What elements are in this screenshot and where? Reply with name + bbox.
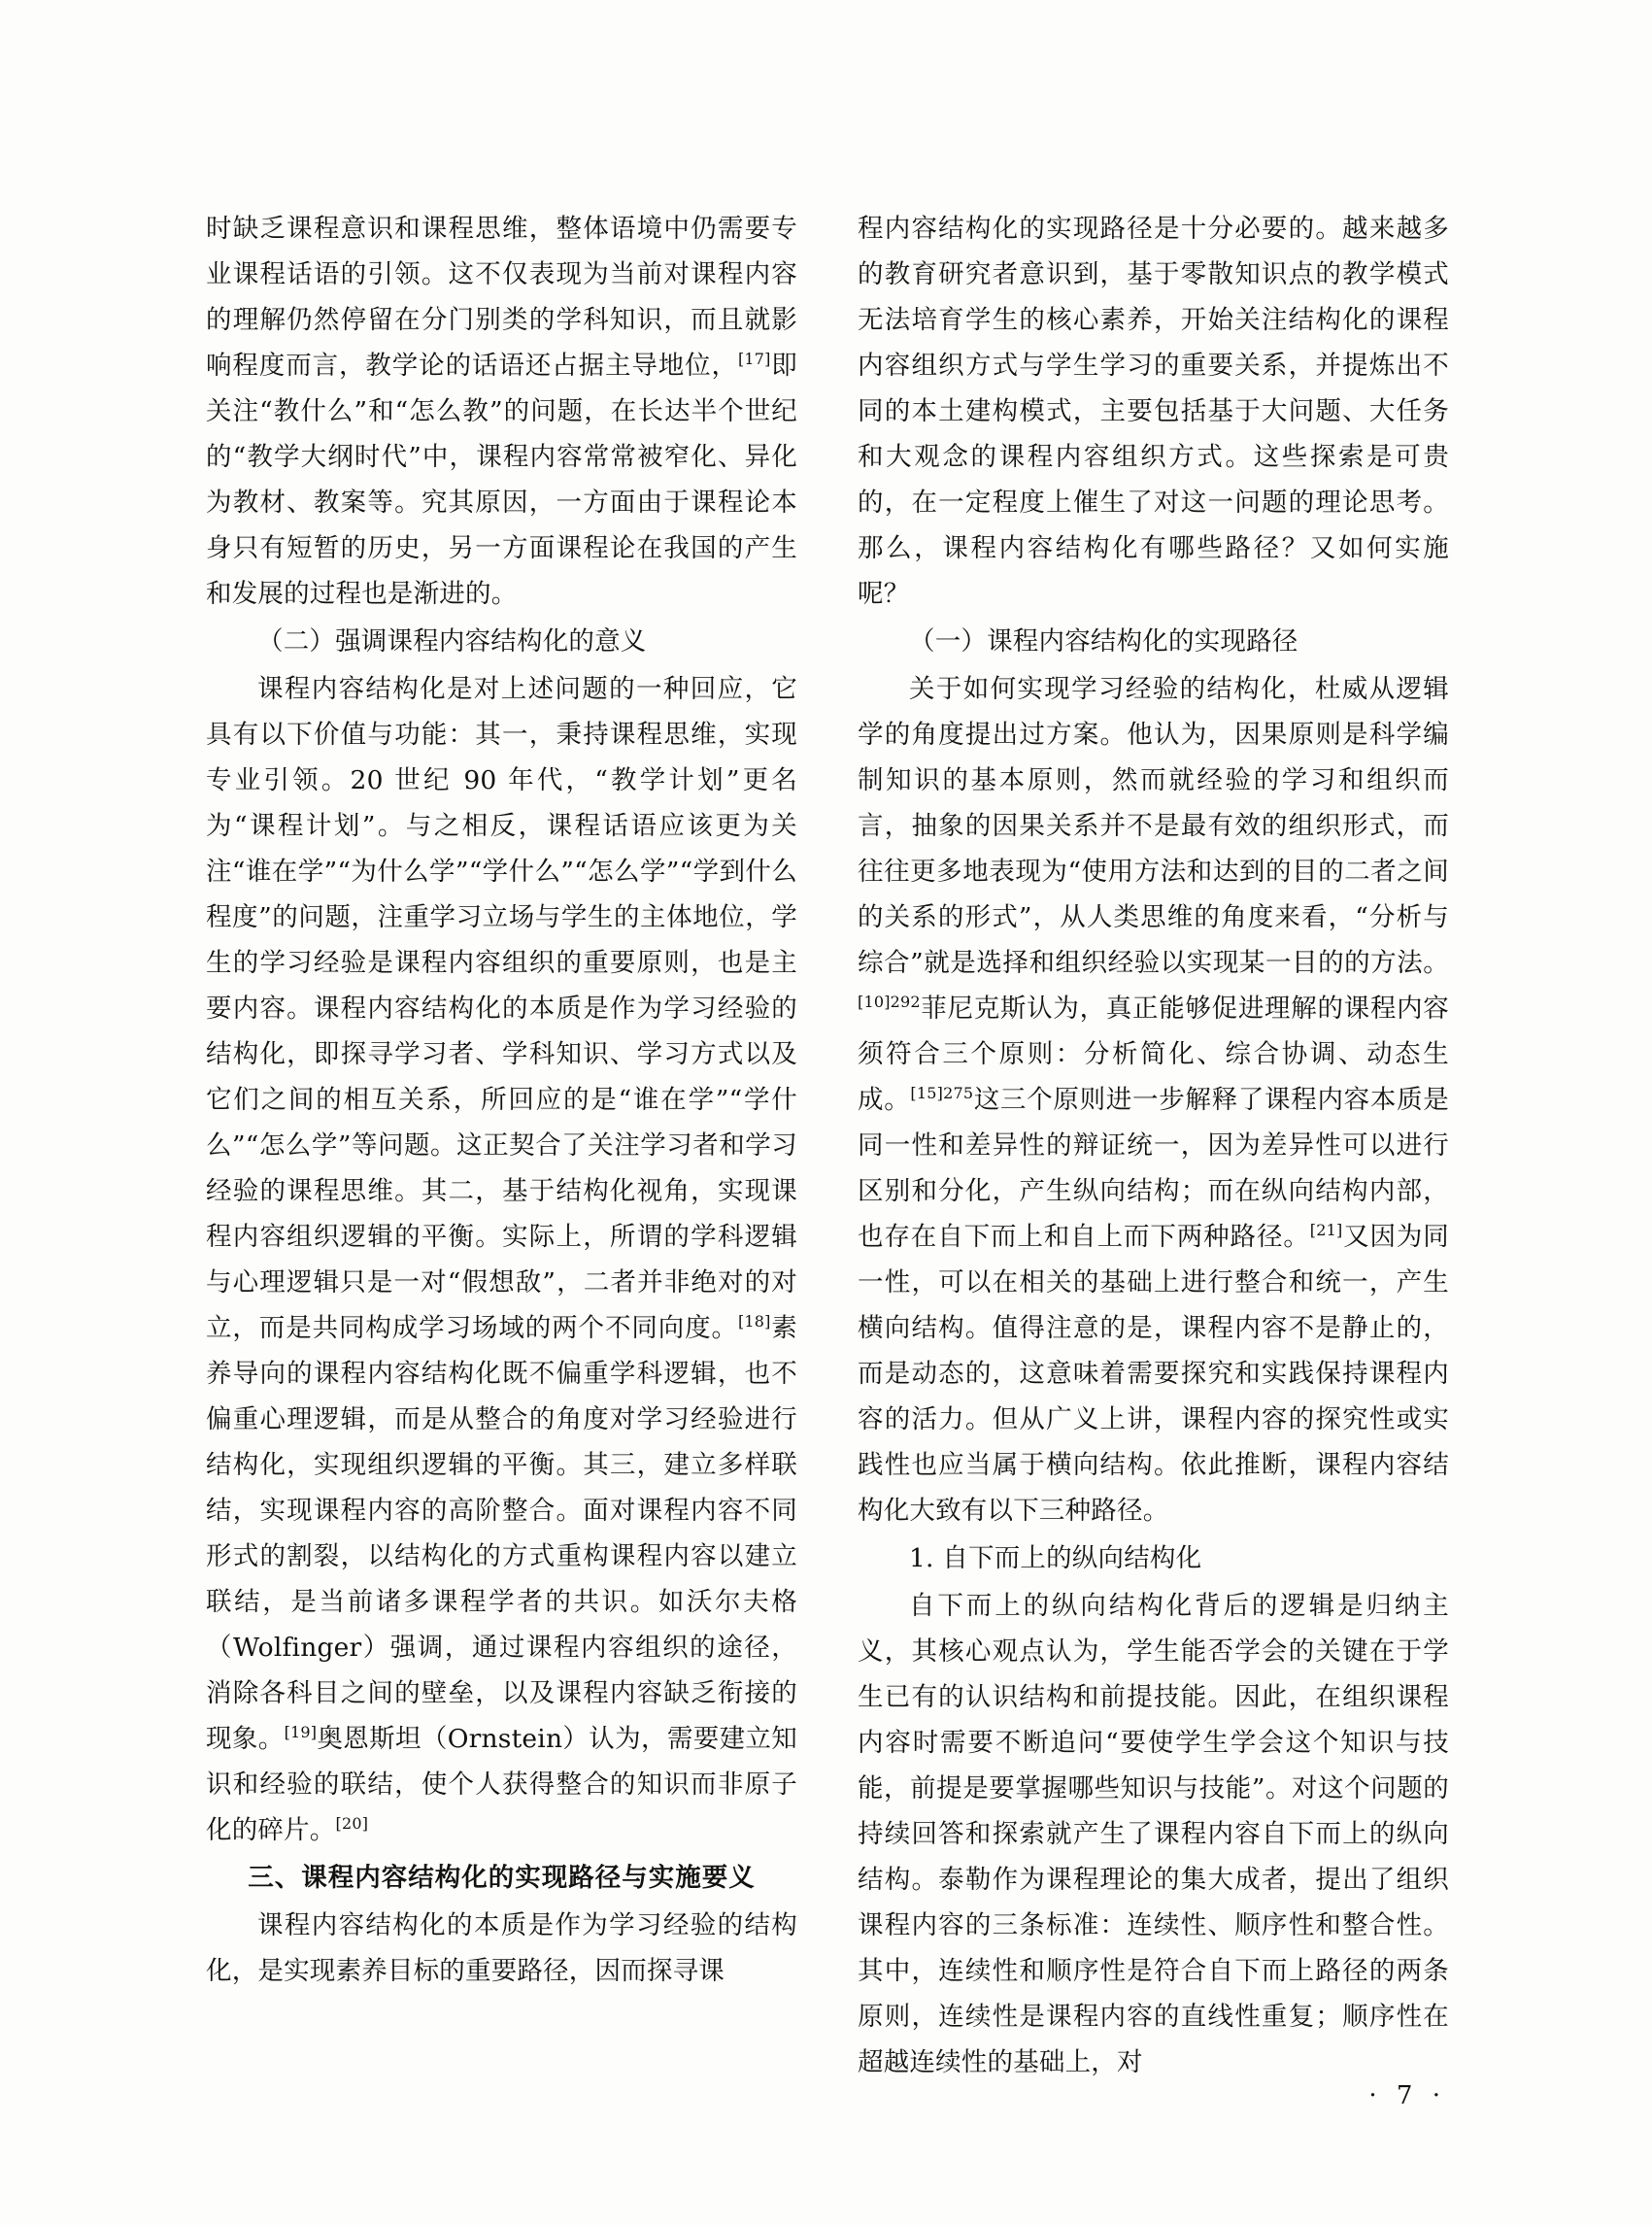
paragraph: 关于如何实现学习经验的结构化，杜威从逻辑学的角度提出过方案。他认为，因果原则是科学编制知识的基本原则，然而就经验的学习和组织而言，抽象的因果关系并不是最有效的组织形式，而往往更多地表现为“使用方法和达到的目的二者之间的关系的形式”，从人类思维的角度来看，“分析与综合”就是选择和组织经验以实现某一目的的方法。$^{[10]292}$菲尼克斯认为，真正能够促进理解的课程内容须符合三个原则：分析简化、综合协调、动态生成。$^{[15]275}$这三个原则进一步解释了课程内容本质是同一性和差异性的辩证统一，因为差异性可以进行区别和分化，产生纵向结构；而在纵向结构内部，也存在自下而上和自上而下两种路径。[21]又因为同一性，可以在相关的基础上进行整合和统一，产生横向结构。值得注意的是，课程内容不是静止的，而是动态的，这意味着需要探究和实践保持课程内容的活力。但从广义上讲，课程内容的探究性或实践性也应当属于横向结构。依此推断，课程内容结构化大致有以下三种路径。 <box>858 674 1449 1526</box>
paragraph: 时缺乏课程意识和课程思维，整体语境中仍需要专业课程话语的引领。这不仅表现为当前对课程内容的理解仍然停留在分门别类的学科知识，而且就影响程度而言，教学论的话语还占据主导地位，[17]即关注“教什么”和“怎么教”的问题，在长达半个世纪的“教学大纲时代”中，课程内容常常被窄化、异化为教材、教案等。究其原因，一方面由于课程论本身只有短暂的历史，另一方面课程论在我国的产生和发展的过程也是渐进的。 <box>206 214 798 609</box>
subsection-heading: （一）课程内容结构化的实现路径 <box>909 626 1298 657</box>
left-column <box>206 206 797 2085</box>
numbered-heading: 1. 自下而上的纵向结构化 <box>909 1543 1202 1573</box>
paragraph: 自下而上的纵向结构化背后的逻辑是归纳主义，其核心观点认为，学生能否学会的关键在于学生已有的认识结构和前提技能。因此，在组织课程内容时需要不断追问“要使学生学会这个知识与技能，前提是要掌握哪些知识与技能”。对这个问题的持续回答和探索就产生了课程内容自下而上的纵向结构。泰勒作为课程理论的集大成者，提出了组织课程内容的三条标准：连续性、顺序性和整合性。其中，连续性和顺序性是符合自下而上路径的两条原则，连续性是课程内容的直线性重复；顺序性在超越连续性的基础上，对 <box>858 1591 1449 2077</box>
two-column-body <box>206 206 1449 2085</box>
paragraph: 课程内容结构化的本质是作为学习经验的结构化，是实现素养目标的重要路径，因而探寻课 <box>206 1910 797 1986</box>
right-column <box>858 206 1449 2085</box>
paragraph: 课程内容结构化是对上述问题的一种回应，它具有以下价值与功能：其一，秉持课程思维，实现专业引领。20 世纪 90 年代，“教学计划”更名为“课程计划”。与之相反，课程话语应该更为关注“谁在学”“为什么学”“学什么”“怎么学”“学到什么程度”的问题，注重学习立场与学生的主体地位，学生的学习经验是课程内容组织的重要原则，也是主要内容。课程内容结构化的本质是作为学习经验的结构化，即探寻学习者、学科知识、学习方式以及它们之间的相互关系，所回应的是“谁在学”“学什么”“怎么学”等问题。这正契合了关注学习者和学习经验的课程思维。其二，基于结构化视角，实现课程内容组织逻辑的平衡。实际上，所谓的学科逻辑与心理逻辑只是一对“假想敌”，二者并非绝对的对立，而是共同构成学习场域的两个不同向度。[18]素养导向的课程内容结构化既不偏重学科逻辑，也不偏重心理逻辑，而是从整合的角度对学习经验进行结构化，实现组织逻辑的平衡。其三，建立多样联结，实现课程内容的高阶整合。面对课程内容不同形式的割裂，以结构化的方式重构课程内容以建立联结，是当前诸多课程学者的共识。如沃尔夫格（Wolfinger）强调，通过课程内容组织的途径，消除各科目之间的壁垒，以及课程内容缺乏衔接的现象。[19]奥恩斯坦（Ornstein）认为，需要建立知识和经验的联结，使个人获得整合的知识而非原子化的碎片。[20] <box>206 674 798 1845</box>
subsection-heading: （二）强调课程内容结构化的意义 <box>257 626 647 657</box>
paragraph: 程内容结构化的实现路径是十分必要的。越来越多的教育研究者意识到，基于零散知识点的教学模式无法培育学生的核心素养，开始关注结构化的课程内容组织方式与学生学习的重要关系，并提炼出不同的本土建构模式，主要包括基于大问题、大任务和大观念的课程内容组织方式。这些探索是可贵的，在一定程度上催生了对这一问题的理论思考。那么，课程内容结构化有哪些路径？又如何实施呢？ <box>858 214 1449 609</box>
page-number: · 7 · <box>1368 2081 1446 2110</box>
section-heading: 三、课程内容结构化的实现路径与实施要义 <box>248 1863 756 1893</box>
